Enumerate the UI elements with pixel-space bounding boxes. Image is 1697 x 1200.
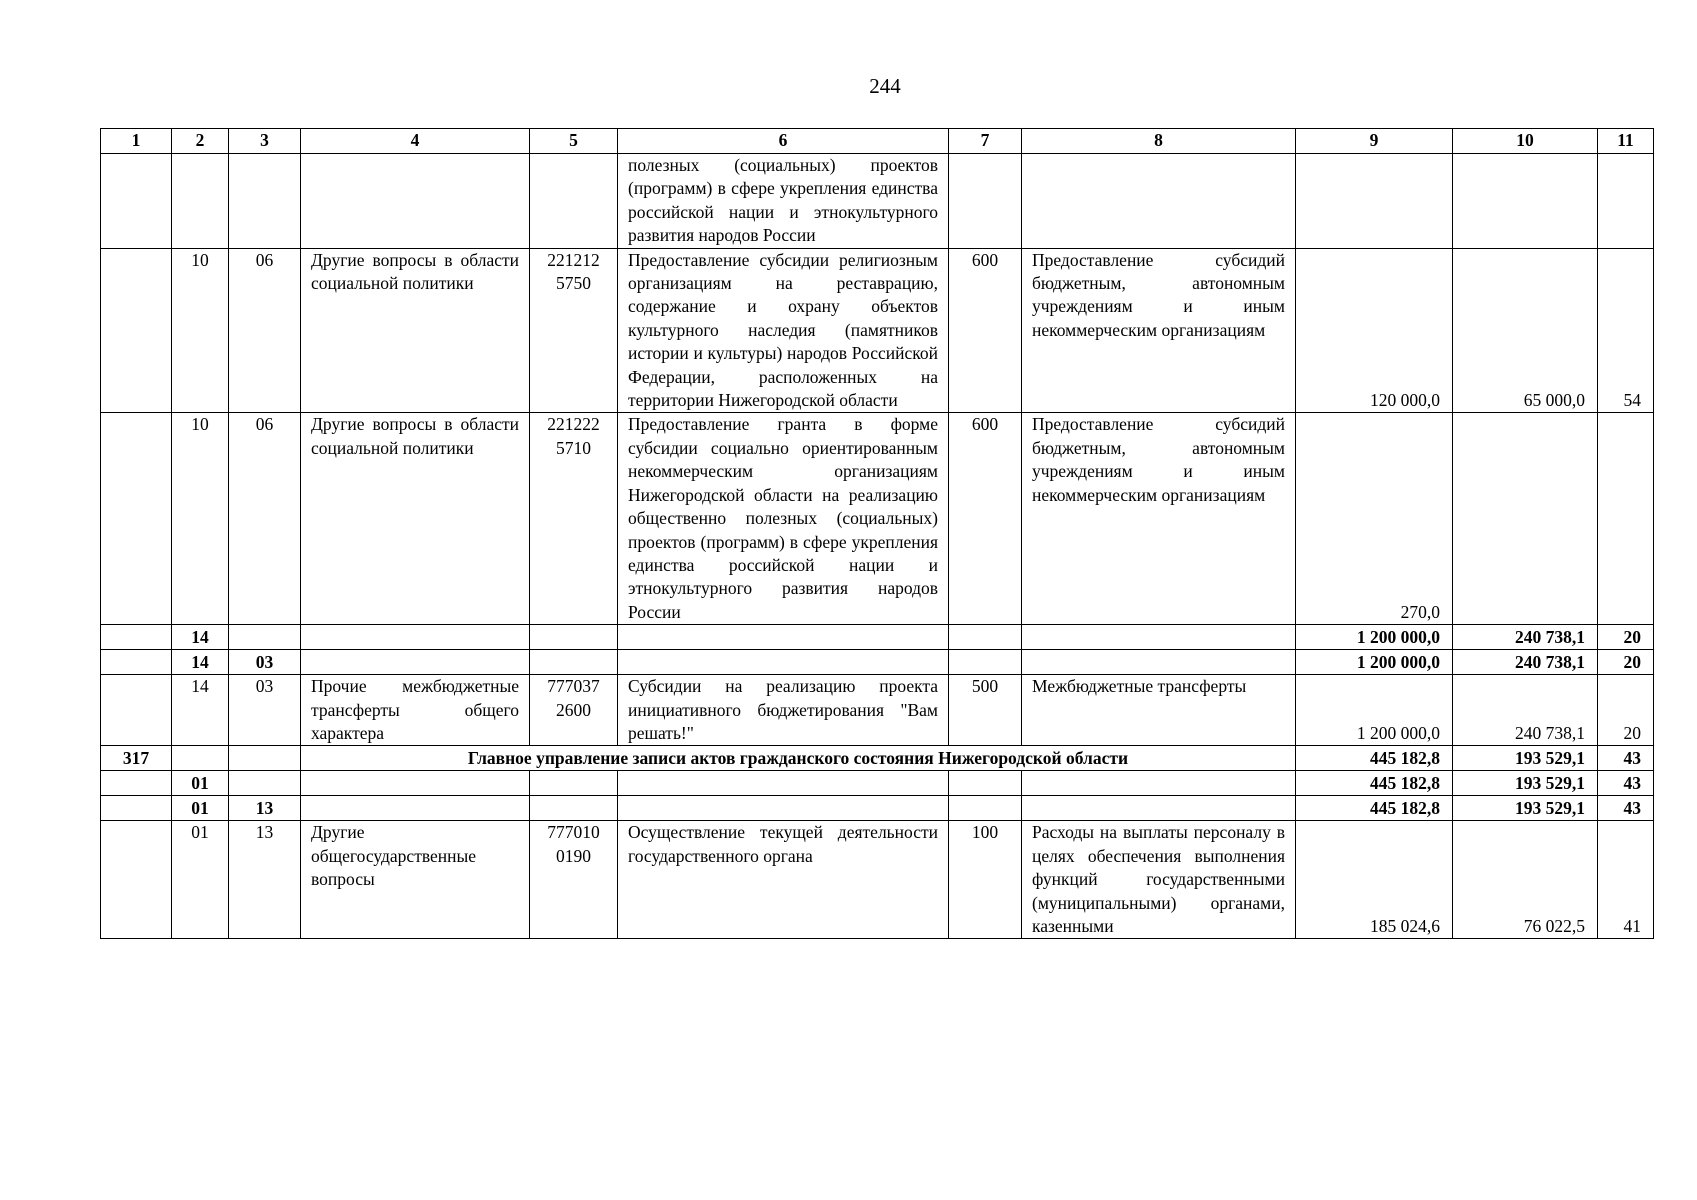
- cell-c11: 20: [1598, 650, 1654, 675]
- cell-c1: [101, 821, 172, 939]
- col-header-8: 8: [1022, 129, 1296, 154]
- col-header-10: 10: [1453, 129, 1598, 154]
- cell-c6: [618, 771, 949, 796]
- cell-c2: 14: [172, 625, 229, 650]
- cell-c7: 100: [949, 821, 1022, 939]
- cell-c2: [172, 154, 229, 249]
- cell-c9: 1 200 000,0: [1296, 675, 1453, 746]
- cell-c6: полезных (социальных) проектов (программ) в сфере укрепления единства российской нации и этнокультурного развития народов России: [618, 154, 949, 249]
- subtotal-row: [101, 650, 1654, 675]
- cell-c7: [949, 154, 1022, 249]
- cell-c10: [1453, 154, 1598, 249]
- cell-c4: [301, 625, 530, 650]
- cell-c9: 185 024,6: [1296, 821, 1453, 939]
- cell-c3: [229, 154, 301, 249]
- cell-c1: [101, 650, 172, 675]
- department-name: Главное управление записи актов гражданского состояния Нижегородской области: [301, 746, 1296, 771]
- cell-c4: Другие вопросы в области социальной политики: [301, 413, 530, 625]
- cell-c4: [301, 650, 530, 675]
- cell-c9: 1 200 000,0: [1296, 625, 1453, 650]
- cell-c8: Межбюджетные трансферты: [1022, 675, 1296, 746]
- budget-table: [100, 128, 1654, 939]
- cell-c1: [101, 771, 172, 796]
- cell-c8: [1022, 771, 1296, 796]
- col-header-1: 1: [101, 129, 172, 154]
- cell-c10: [1453, 413, 1598, 625]
- cell-c3: [229, 625, 301, 650]
- col-header-3: 3: [229, 129, 301, 154]
- cell-c10: 240 738,1: [1453, 625, 1598, 650]
- col-header-9: 9: [1296, 129, 1453, 154]
- cell-c1: [101, 675, 172, 746]
- cell-c11: 20: [1598, 625, 1654, 650]
- cell-c4: [301, 796, 530, 821]
- cell-c5: [530, 625, 618, 650]
- cell-c5: [530, 771, 618, 796]
- cell-c8: [1022, 650, 1296, 675]
- cell-c9: 120 000,0: [1296, 248, 1453, 413]
- cell-c3: 03: [229, 675, 301, 746]
- subtotal-row: [101, 771, 1654, 796]
- cell-c6: [618, 796, 949, 821]
- cell-c2: 10: [172, 248, 229, 413]
- subtotal-row: [101, 625, 1654, 650]
- col-header-7: 7: [949, 129, 1022, 154]
- cell-c10: 65 000,0: [1453, 248, 1598, 413]
- cell-c1: [101, 625, 172, 650]
- cell-c10: 193 529,1: [1453, 771, 1598, 796]
- page-number: 244: [869, 74, 901, 98]
- table-row: [101, 154, 1654, 249]
- cell-c7: 500: [949, 675, 1022, 746]
- cell-c9: [1296, 154, 1453, 249]
- cell-c4: Другие общегосударственные вопросы: [301, 821, 530, 939]
- cell-c1: 317: [101, 746, 172, 771]
- cell-c7: [949, 625, 1022, 650]
- cell-c4: [301, 154, 530, 249]
- table-row: [101, 413, 1654, 625]
- cell-c6: Субсидии на реализацию проекта инициативного бюджетирования "Вам решать!": [618, 675, 949, 746]
- cell-c7: 600: [949, 413, 1022, 625]
- cell-c3: [229, 771, 301, 796]
- cell-c11: 41: [1598, 821, 1654, 939]
- cell-c5: 221222 5710: [530, 413, 618, 625]
- cell-c10: 193 529,1: [1453, 796, 1598, 821]
- cell-c3: 06: [229, 413, 301, 625]
- cell-c6: [618, 650, 949, 675]
- cell-c6: [618, 625, 949, 650]
- cell-c5: [530, 796, 618, 821]
- cell-c2: 14: [172, 650, 229, 675]
- cell-c10: 193 529,1: [1453, 746, 1598, 771]
- table-row: [101, 248, 1654, 413]
- cell-c9: 445 182,8: [1296, 746, 1453, 771]
- table-row: [101, 675, 1654, 746]
- cell-c11: 43: [1598, 771, 1654, 796]
- cell-c5: 777037 2600: [530, 675, 618, 746]
- cell-c8: Предоставление субсидий бюджетным, автономным учреждениям и иным некоммерческим организациям: [1022, 248, 1296, 413]
- cell-c7: [949, 796, 1022, 821]
- cell-c11: [1598, 413, 1654, 625]
- cell-c11: 20: [1598, 675, 1654, 746]
- cell-c6: Осуществление текущей деятельности государственного органа: [618, 821, 949, 939]
- cell-c8: Расходы на выплаты персоналу в целях обеспечения выполнения функций государственными (муниципальными) органами, казенными: [1022, 821, 1296, 939]
- cell-c1: [101, 248, 172, 413]
- cell-c3: 06: [229, 248, 301, 413]
- cell-c2: [172, 746, 229, 771]
- cell-c10: 76 022,5: [1453, 821, 1598, 939]
- cell-c7: 600: [949, 248, 1022, 413]
- cell-c3: 03: [229, 650, 301, 675]
- cell-c11: 43: [1598, 796, 1654, 821]
- cell-c6: Предоставление гранта в форме субсидии социально ориентированным некоммерческим организациям Нижегородской области на реализацию общественно полезных (социальных) проектов (программ) в сфере укрепления единства российской нации и этнокультурного развития народов России: [618, 413, 949, 625]
- cell-c7: [949, 650, 1022, 675]
- header-row: [101, 129, 1654, 154]
- cell-c8: Предоставление субсидий бюджетным, автономным учреждениям и иным некоммерческим организациям: [1022, 413, 1296, 625]
- cell-c8: [1022, 625, 1296, 650]
- cell-c5: 777010 0190: [530, 821, 618, 939]
- col-header-11: 11: [1598, 129, 1654, 154]
- cell-c3: 13: [229, 821, 301, 939]
- cell-c5: [530, 154, 618, 249]
- cell-c9: 270,0: [1296, 413, 1453, 625]
- cell-c10: 240 738,1: [1453, 675, 1598, 746]
- cell-c8: [1022, 154, 1296, 249]
- cell-c5: 221212 5750: [530, 248, 618, 413]
- cell-c9: 445 182,8: [1296, 771, 1453, 796]
- col-header-4: 4: [301, 129, 530, 154]
- cell-c11: 54: [1598, 248, 1654, 413]
- cell-c11: [1598, 154, 1654, 249]
- cell-c6: Предоставление субсидии религиозным организациям на реставрацию, содержание и охрану объектов культурного наследия (памятников истории и культуры) народов Российской Федерации, расположенных на территории Нижегородской области: [618, 248, 949, 413]
- table-row: [101, 821, 1654, 939]
- cell-c4: Прочие межбюджетные трансферты общего характера: [301, 675, 530, 746]
- cell-c2: 14: [172, 675, 229, 746]
- col-header-6: 6: [618, 129, 949, 154]
- cell-c3: [229, 746, 301, 771]
- cell-c2: 01: [172, 821, 229, 939]
- department-row: [101, 746, 1654, 771]
- subtotal-row: [101, 796, 1654, 821]
- cell-c2: 01: [172, 771, 229, 796]
- cell-c10: 240 738,1: [1453, 650, 1598, 675]
- cell-c9: 1 200 000,0: [1296, 650, 1453, 675]
- cell-c2: 01: [172, 796, 229, 821]
- col-header-2: 2: [172, 129, 229, 154]
- cell-c1: [101, 154, 172, 249]
- cell-c5: [530, 650, 618, 675]
- cell-c4: Другие вопросы в области социальной политики: [301, 248, 530, 413]
- cell-c4: [301, 771, 530, 796]
- cell-c9: 445 182,8: [1296, 796, 1453, 821]
- cell-c7: [949, 771, 1022, 796]
- col-header-5: 5: [530, 129, 618, 154]
- cell-c2: 10: [172, 413, 229, 625]
- cell-c11: 43: [1598, 746, 1654, 771]
- cell-c1: [101, 796, 172, 821]
- cell-c1: [101, 413, 172, 625]
- cell-c8: [1022, 796, 1296, 821]
- cell-c3: 13: [229, 796, 301, 821]
